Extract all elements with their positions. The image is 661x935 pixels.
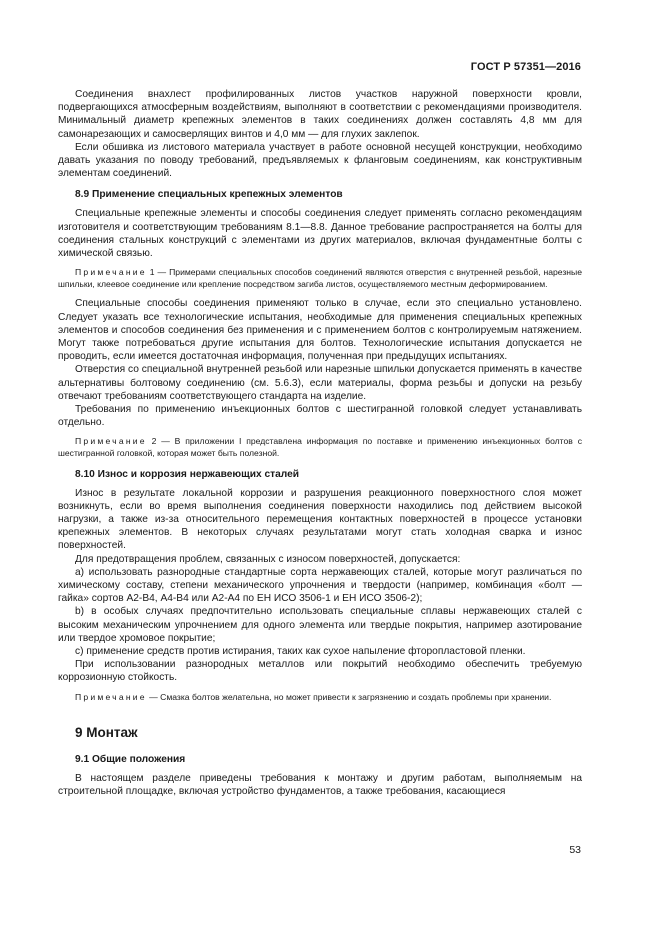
note-text: 1 — Примерами специальных способов соединений являются отверстия с внутренней резьбой, нарезные шпильки, клеевое соединение или крепление посредством загиба листов, осуществляемого местным деформированием. <box>58 267 582 289</box>
page-number: 53 <box>569 844 581 856</box>
paragraph: В настоящем разделе приведены требования к монтажу и другим работам, выполняемым на строительной площадке, включая устройство фундаментов, а также требования, касающиеся <box>58 773 582 798</box>
page-content <box>58 88 582 799</box>
note-3 <box>58 692 582 704</box>
note-label: Примечание <box>75 436 147 447</box>
note-1 <box>58 267 582 290</box>
list-item-c: с) применение средств против истирания, таких как сухое напыление фторопластовой пленки. <box>75 646 526 658</box>
section-heading-8-9: 8.9 Применение специальных крепежных элементов <box>75 189 343 201</box>
paragraph: Если обшивка из листового материала участвует в работе основной несущей конструкции, необходимо давать указания по поводу требований, предъявляемых к фланговым соединениям, как конструктивным элементам соединений. <box>58 141 582 180</box>
paragraph: Износ в результате локальной коррозии и разрушения реакционного поверхностного слоя может возникнуть, если во время выполнения соединения поверхности находились под действием высокой нагрузки, а также из-за относительного перемещения контактных поверхностей в процессе установки крепежных элементов. В некоторых случаях результатами могут стать холодная сварка и износ поверхностей. <box>58 487 582 552</box>
note-text: — Смазка болтов желательна, но может привести к загрязнению и создать проблемы при хранении. <box>146 691 552 702</box>
paragraph: Соединения внахлест профилированных листов участков наружной поверхности кровли, подвергающихся атмосферным воздействиям, выполняют в соответствии с рекомендациями производителя. Минимальный диаметр крепежных элементов в таких соединениях должен составлять 4,8 мм для самонарезающих и самосверлящих винтов и 4,0 мм — для глухих заклепок. <box>58 89 582 140</box>
note-text: 2 — В приложении I представлена информация по поставке и применению инъекционных болтов с шестигранной головкой, которая может быть полезной. <box>58 436 582 459</box>
chapter-heading-9: 9 Монтаж <box>75 725 138 741</box>
list-item-b: b) в особых случаях предпочтительно использовать специальные сплавы нержавеющих сталей с высоким механическим упрочнением для одного элемента или твердые покрытия, например азотирование или твердое хромовое покрытие; <box>58 606 582 644</box>
paragraph: Требования по применению инъекционных болтов с шестигранной головкой следует устанавливать отдельно. <box>58 404 582 429</box>
section-heading-9-1: 9.1 Общие положения <box>75 754 186 766</box>
paragraph: Для предотвращения проблем, связанных с износом поверхностей, допускается: <box>75 553 461 565</box>
paragraph: Специальные крепежные элементы и способы соединения следует применять согласно рекомендациям изготовителя и соответствующим требованиям 8.1—8.8. Данное требование распространяется на болты для соединения стальных конструкций с элементами из других материалов, включая фундаментные болты с химической связью. <box>58 208 582 260</box>
paragraph: Специальные способы соединения применяют только в случае, если это специально установлено. Следует указать все технологические испытания, необходимые для применения специальных крепежных элементов и способов соединения без применения и с применением болтов с контролируемым натяжением. Могут также потребоваться другие испытания для болтов. Технологические испытания допускается не проводить, если имеется достаточная информация, полученная при предыдущих испытаниях. <box>58 298 582 363</box>
list-item-a: а) использовать разнородные стандартные сорта нержавеющих сталей, которые могут различаться по химическому составу, степени механического упрочнения и твердости (например, комбинация «болт — гайка» сортов А2-В4, А4-В4 или А2-А4 по ЕН ИСО 3506-1 и ЕН ИСО 3506-2); <box>58 566 582 605</box>
document-code: ГОСТ Р 57351—2016 <box>470 61 581 73</box>
note-label: Примечание <box>75 691 147 702</box>
note-2 <box>58 436 582 459</box>
note-label: Примечание <box>75 267 147 278</box>
section-heading-8-10: 8.10 Износ и коррозия нержавеющих сталей <box>75 468 300 480</box>
paragraph: Отверстия со специальной внутренней резьбой или нарезные шпильки допускается применять в качестве альтернативы болтовому соединению (см. 5.6.3), если материалы, форма резьбы и допуски на резьбу отвечают требованиям соответствующего стандарта на изделие. <box>58 364 582 402</box>
paragraph: При использовании разнородных металлов или покрытий необходимо обеспечить требуемую коррозионную стойкость. <box>58 659 582 684</box>
